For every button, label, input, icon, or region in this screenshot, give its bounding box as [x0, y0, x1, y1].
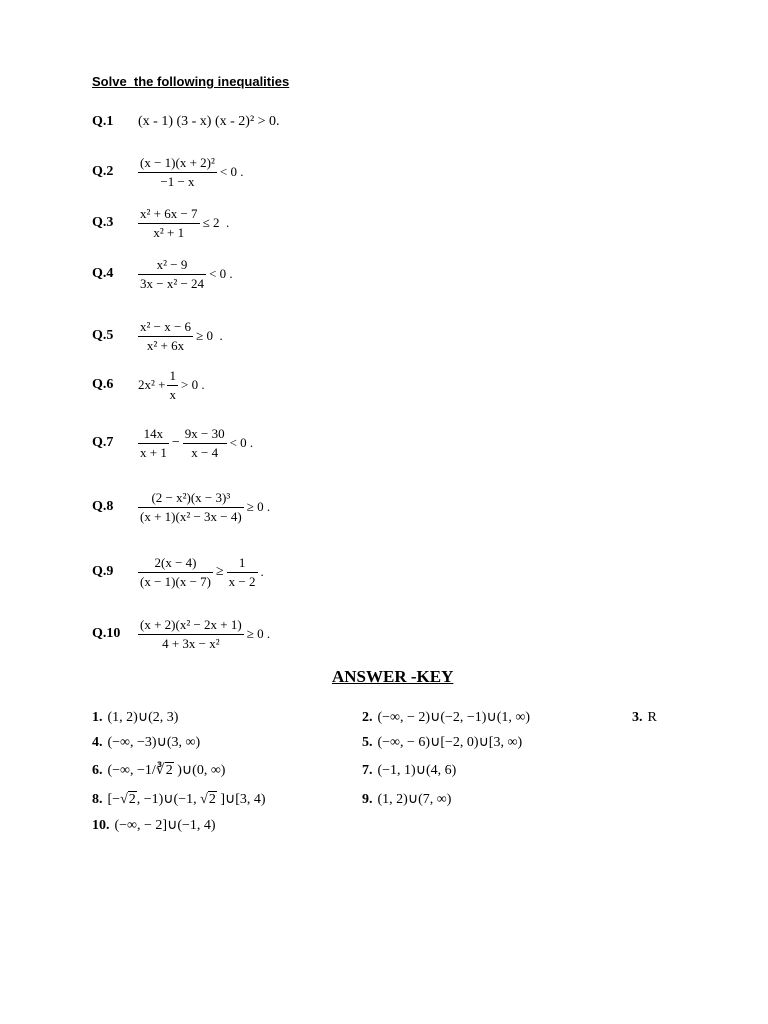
answer-item — [362, 708, 530, 728]
question-label: Q.2 — [92, 164, 114, 179]
fraction — [138, 256, 206, 293]
fraction — [138, 616, 244, 653]
fraction — [183, 425, 227, 462]
answer-text: (−∞, −1/ — [107, 763, 156, 778]
operator: − — [171, 435, 180, 450]
leading-term: 2x² + — [138, 377, 166, 392]
question-label: Q.3 — [92, 215, 114, 230]
answer-text: (−∞, − 6)∪[−2, 0)∪[3, ∞) — [377, 735, 523, 750]
answer-number: 5. — [362, 735, 373, 750]
question-7 — [92, 421, 253, 465]
relation: < 0 . — [219, 164, 244, 179]
numerator: (x − 1)(x + 2)² — [140, 154, 215, 170]
relation: ≥ 0 . — [196, 328, 223, 343]
answer-number: 3. — [632, 710, 643, 725]
question-expression: (x - 1) (3 - x) (x - 2)² > 0. — [138, 114, 280, 129]
answer-number: 7. — [362, 763, 373, 778]
answer-text: (1, 2)∪(2, 3) — [107, 710, 179, 725]
answer-number: 1. — [92, 710, 103, 725]
denominator: (x + 1)(x² − 3x − 4) — [140, 508, 242, 524]
answer-item — [362, 733, 522, 753]
answer-text: , −1)∪(−1, — [136, 792, 201, 807]
fraction — [138, 489, 244, 526]
answer-text: (−∞, −3)∪(3, ∞) — [107, 735, 201, 750]
answer-number: 10. — [92, 818, 110, 833]
answer-text: (−∞, − 2)∪(−2, −1)∪(1, ∞) — [377, 710, 531, 725]
question-2 — [92, 150, 243, 194]
answer-item — [92, 761, 225, 781]
radicand: 2 — [208, 792, 216, 807]
relation: ≥ 0 . — [246, 499, 271, 514]
question-9 — [92, 550, 264, 594]
denominator: x² + 6x — [138, 336, 193, 355]
denominator: 4 + 3x − x² — [138, 634, 244, 653]
numerator: x² − x − 6 — [140, 318, 192, 334]
denominator: (x − 1)(x − 7) — [140, 573, 211, 589]
numerator: (x + 2)(x² − 2x + 1) — [140, 616, 242, 632]
answer-text: ]∪[3, 4) — [216, 792, 266, 807]
denominator: x — [169, 386, 176, 402]
question-label: Q.8 — [92, 499, 114, 514]
radical-sign: √ — [120, 792, 128, 807]
answer-text: (−1, 1)∪(4, 6) — [377, 763, 457, 778]
question-label: Q.10 — [92, 626, 121, 641]
radicand: 2 — [128, 792, 136, 807]
question-5 — [92, 314, 223, 358]
question-8 — [92, 485, 270, 529]
relation: ≥ 0 . — [246, 626, 271, 641]
fraction — [138, 554, 213, 591]
answer-number: 4. — [92, 735, 103, 750]
answer-item — [632, 708, 657, 728]
answer-text: )∪(0, ∞) — [173, 763, 226, 778]
numerator: 14x — [143, 425, 164, 441]
relation: < 0 . — [209, 266, 233, 281]
answer-text: R — [647, 710, 657, 725]
answer-number: 9. — [362, 792, 373, 807]
answer-number: 6. — [92, 763, 103, 778]
numerator: 1 — [169, 367, 176, 383]
answer-item — [362, 761, 456, 781]
fraction — [138, 425, 169, 462]
answer-item — [362, 790, 451, 810]
answer-number: 8. — [92, 792, 103, 807]
relation: ≤ 2 . — [202, 215, 230, 230]
question-10 — [92, 612, 270, 656]
denominator: x − 2 — [228, 573, 256, 589]
answer-item — [92, 733, 200, 753]
question-label: Q.9 — [92, 564, 114, 579]
question-1 — [92, 111, 280, 133]
worksheet-title: Solve the following inequalities — [92, 74, 290, 89]
answer-item — [92, 708, 178, 728]
question-6 — [92, 363, 205, 407]
answer-text: (−∞, − 2]∪(−1, 4) — [114, 818, 216, 833]
relation: < 0 . — [229, 435, 254, 450]
answer-text: (1, 2)∪(7, ∞) — [377, 792, 452, 807]
question-label: Q.5 — [92, 328, 114, 343]
question-4 — [92, 252, 233, 296]
denominator: −1 − x — [138, 172, 217, 191]
fraction — [138, 154, 217, 191]
relation: . — [260, 564, 264, 579]
question-label: Q.1 — [92, 114, 114, 129]
operator: ≥ — [215, 564, 224, 579]
denominator: x + 1 — [140, 444, 167, 460]
numerator: 1 — [238, 554, 246, 570]
numerator: (2 − x²)(x − 3)³ — [151, 489, 231, 505]
fraction — [227, 554, 258, 591]
denominator: x − 4 — [183, 443, 227, 462]
radical-sign: √ — [200, 792, 208, 807]
radical-sign: ∛ — [155, 763, 165, 778]
answer-key-heading: ANSWER -KEY — [332, 667, 454, 686]
answer-item — [92, 790, 266, 810]
fraction — [167, 367, 178, 404]
numerator: x² − 9 — [156, 256, 188, 272]
fraction — [138, 205, 200, 242]
denominator: x² + 1 — [138, 223, 200, 242]
question-3 — [92, 201, 229, 245]
denominator: 3x − x² − 24 — [140, 275, 205, 291]
relation: > 0 . — [180, 377, 205, 392]
question-label: Q.4 — [92, 266, 114, 281]
answer-text: [− — [107, 792, 121, 807]
numerator: x² + 6x − 7 — [140, 205, 198, 221]
answer-item — [92, 816, 216, 836]
fraction — [138, 318, 193, 355]
question-label: Q.6 — [92, 377, 114, 392]
numerator: 9x − 30 — [184, 425, 225, 441]
question-label: Q.7 — [92, 435, 114, 450]
radicand: 2 — [165, 763, 173, 778]
answer-number: 2. — [362, 710, 373, 725]
numerator: 2(x − 4) — [154, 554, 197, 570]
